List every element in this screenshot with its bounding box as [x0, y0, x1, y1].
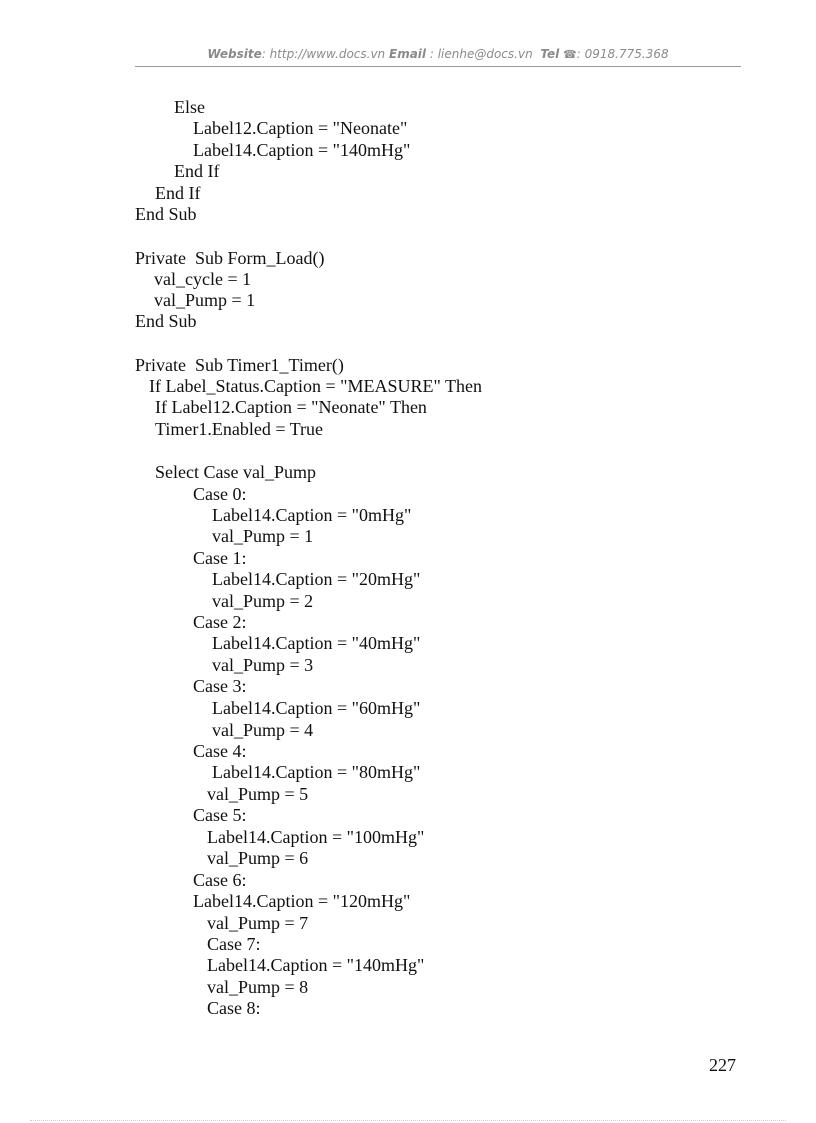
code-line: Label14.Caption = "60mHg" [212, 698, 421, 718]
code-line: Timer1.Enabled = True [155, 419, 323, 439]
code-line: Label14.Caption = "0mHg" [212, 505, 412, 525]
code-line: Case 7: [207, 934, 261, 954]
code-line: Label12.Caption = "Neonate" [193, 118, 408, 138]
code-line: End If [155, 183, 201, 203]
code-line: Case 2: [193, 612, 247, 632]
code-line: Else [174, 97, 205, 117]
code-line: Case 1: [193, 548, 247, 568]
website-label: Website [207, 47, 262, 61]
header-divider [135, 66, 741, 67]
code-line: Case 5: [193, 805, 247, 825]
code-line: Private Sub Timer1_Timer() [135, 355, 344, 375]
page-number: 227 [709, 1055, 736, 1075]
code-line: End Sub [135, 311, 197, 331]
code-line: Case 0: [193, 484, 247, 504]
tel-label: Tel [540, 47, 560, 61]
code-line: val_Pump = 7 [207, 913, 309, 933]
phone-icon: ☎ [563, 48, 577, 61]
code-line: val_Pump = 1 [154, 290, 256, 310]
code-line: Label14.Caption = "40mHg" [212, 633, 421, 653]
code-line: Label14.Caption = "140mHg" [207, 955, 425, 975]
code-line: val_Pump = 2 [212, 591, 314, 611]
code-line: Case 8: [207, 998, 261, 1018]
code-line: Select Case val_Pump [155, 462, 316, 482]
tel-number: : 0918.775.368 [576, 47, 669, 61]
code-line: val_Pump = 1 [212, 526, 314, 546]
code-line: Case 6: [193, 870, 247, 890]
code-line: If Label12.Caption = "Neonate" Then [155, 397, 427, 417]
code-line: Private Sub Form_Load() [135, 248, 325, 268]
code-line: End Sub [135, 204, 197, 224]
code-line: End If [174, 161, 220, 181]
code-line: val_cycle = 1 [154, 269, 252, 289]
code-line: val_Pump = 8 [207, 977, 309, 997]
code-line: Label14.Caption = "20mHg" [212, 569, 421, 589]
code-line: Label14.Caption = "120mHg" [193, 891, 411, 911]
code-line: val_Pump = 6 [207, 848, 309, 868]
page-header [135, 47, 741, 61]
code-line: val_Pump = 3 [212, 655, 314, 675]
code-line: Label14.Caption = "100mHg" [207, 827, 425, 847]
email-label: Email [389, 47, 427, 61]
code-line: val_Pump = 4 [212, 720, 314, 740]
footer-divider [30, 1120, 786, 1121]
code-line: val_Pump = 5 [207, 784, 309, 804]
code-line: Case 4: [193, 741, 247, 761]
email-address: : lienhe@docs.vn [426, 47, 533, 61]
code-line: Label14.Caption = "80mHg" [212, 762, 421, 782]
code-line: Case 3: [193, 676, 247, 696]
code-line: Label14.Caption = "140mHg" [193, 140, 411, 160]
code-line: If Label_Status.Caption = "MEASURE" Then [149, 376, 482, 396]
website-url: : http://www.docs.vn [261, 47, 386, 61]
